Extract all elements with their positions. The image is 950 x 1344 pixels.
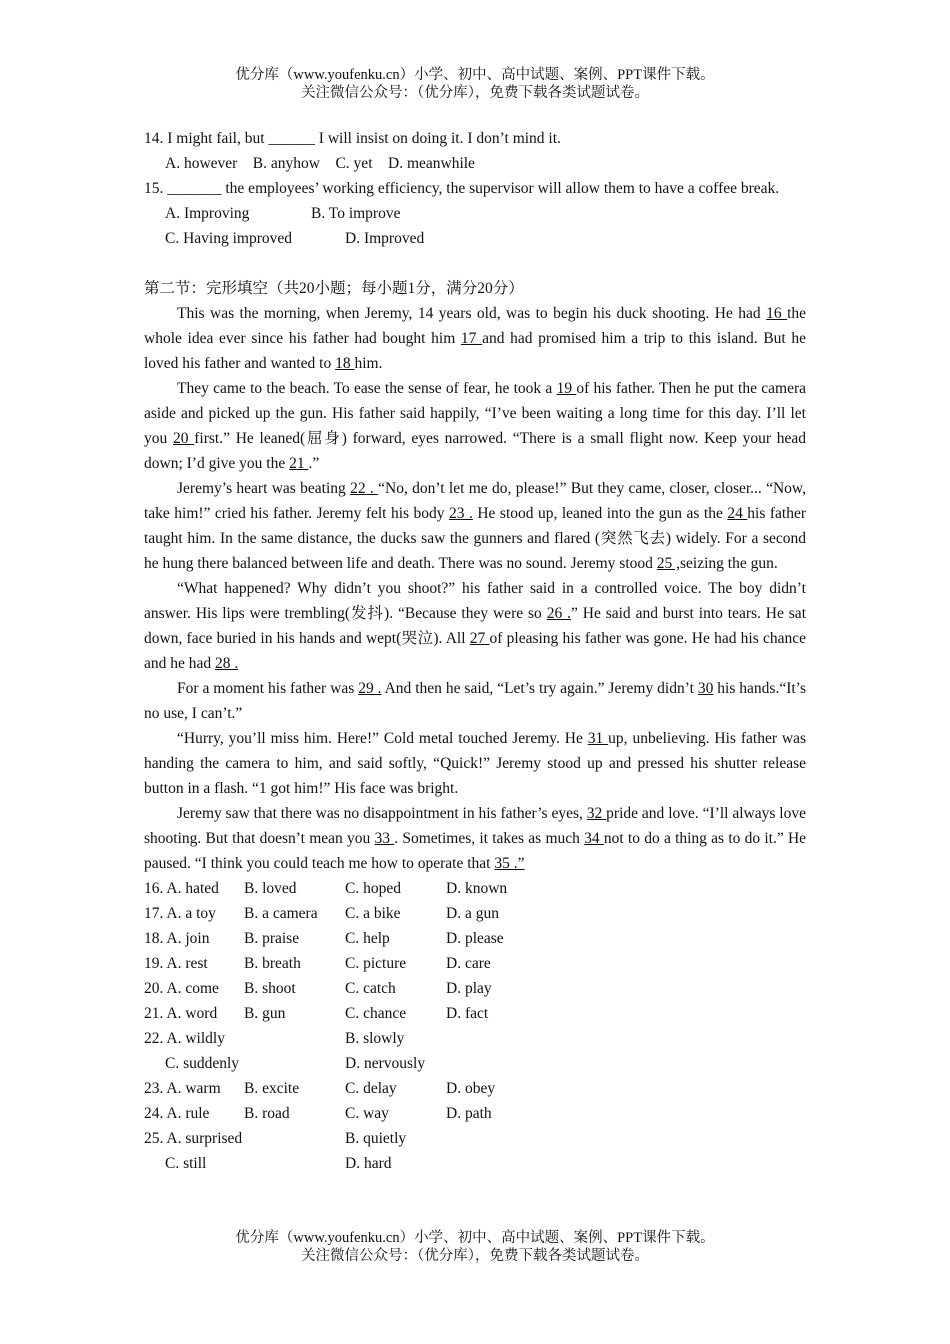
choice-option: C. a bike <box>345 905 401 922</box>
choice-option: B. praise <box>244 930 300 947</box>
header-line-1: 优分库（www.youfenku.cn）小学、初中、高中试题、案例、PPT课件下载。 <box>235 67 715 83</box>
choice-option: D. care <box>446 955 491 972</box>
blank-19: 19 <box>556 380 577 397</box>
choice-row <box>144 876 806 901</box>
choice-option: 18. A. join <box>144 930 210 947</box>
blank-17: 17 <box>460 330 483 347</box>
choice-option: B. breath <box>244 955 301 972</box>
choice-25-d: D. hard <box>345 1155 392 1172</box>
blank-22: 22 . <box>350 480 379 497</box>
choice-option: B. road <box>244 1105 290 1122</box>
choice-25-a: 25. A. surprised <box>144 1130 243 1147</box>
footer-line-1: 优分库（www.youfenku.cn）小学、初中、高中试题、案例、PPT课件下载。 <box>235 1230 715 1246</box>
question-14-stem: 14. I might fail, but ______ I will insist on doing it. I don’t mind it. <box>144 130 561 147</box>
choice-option: C. help <box>345 930 390 947</box>
choice-25-b: B. quietly <box>345 1130 407 1147</box>
choice-option: C. chance <box>345 1005 407 1022</box>
choice-option: B. excite <box>244 1080 300 1097</box>
choice-option: 20. A. come <box>144 980 219 997</box>
choice-25-c: C. still <box>165 1155 207 1172</box>
passage-paragraph-7: Jeremy saw that there was no disappointment in his father’s eyes, 32 pride and love. “I’ll always love shooting. But that doesn’t mean you 33 . Sometimes, it takes as much 34 not to do a thing as to do it.” He paused. “I think you could teach me how to operate that 35 .” <box>144 805 807 872</box>
passage-paragraph-4: “What happened? Why didn’t you shoot?” his father said in a controlled voice. The boy didn’t answer. His lips were trembling(发抖). “Because they were so 26 .” He said and burst into tears. He sat down, face buried in his hands and wept(哭泣). All 27 of pleasing his father was gone. He had his chance and he had 28 . <box>144 580 807 672</box>
q15-option-b: B. To improve <box>311 205 401 222</box>
choice-option: D. a gun <box>446 905 499 922</box>
answer-choices <box>144 876 806 1026</box>
choice-option: 23. A. warm <box>144 1080 221 1097</box>
choice-row <box>144 926 806 951</box>
choice-option: C. delay <box>345 1080 397 1097</box>
choice-22-a: 22. A. wildly <box>144 1030 225 1047</box>
blank-26: 26 . <box>546 605 571 622</box>
blank-20: 20 <box>173 430 195 447</box>
page-footer <box>0 1229 950 1265</box>
header-line-2: 关注微信公众号：（优分库），免费下载各类试题试卷。 <box>301 85 649 101</box>
blank-35: 35 .” <box>494 855 525 872</box>
blank-30: 30 <box>697 680 714 697</box>
blank-29: 29 . <box>358 680 382 697</box>
passage-paragraph-1: This was the morning, when Jeremy, 14 years old, was to begin his duck shooting. He had 16 the whole idea ever since his father had bought him 17 and had promised him a trip to this island. But he loved his father and wanted to 18 him. <box>144 305 807 372</box>
choice-option: C. picture <box>345 955 407 972</box>
choice-option: D. please <box>446 930 504 947</box>
blank-16: 16 <box>766 305 788 322</box>
choice-22-d: D. nervously <box>345 1055 426 1072</box>
passage-paragraph-6: “Hurry, you’ll miss him. Here!” Cold metal touched Jeremy. He 31 up, unbelieving. His father was handing the camera to him, and said softly, “Quick!” Jeremy stood up and pressed his shutter release button in a flash. “1 got him!” His face was bright. <box>144 730 806 797</box>
choice-option: C. way <box>345 1105 389 1122</box>
blank-28: 28 . <box>215 655 239 672</box>
choice-row-25a <box>144 1126 806 1151</box>
passage-paragraph-3: Jeremy’s heart was beating 22 . “No, don’t let me do, please!” But they came, closer, closer... “Now, take him!” cried his father. Jeremy felt his body 23 . He stood up, leaned into the gun as the 24 his father taught him. In the same distance, the ducks saw the gunners and flared (突然飞去) widely. For a second he hung there balanced between life and death. There was no sound. Jeremy stood 25 ,seizing the gun. <box>144 480 807 572</box>
choice-row-25b <box>144 1151 806 1176</box>
question-15-options-row-1 <box>144 201 806 226</box>
choice-option: B. shoot <box>244 980 296 997</box>
choice-row <box>144 951 806 976</box>
answer-choices-2 <box>144 1076 806 1126</box>
choice-row <box>144 1101 806 1126</box>
blank-33: 33 <box>374 830 395 847</box>
blank-32: 32 <box>586 805 607 822</box>
blank-31: 31 <box>587 730 609 747</box>
choice-option: D. play <box>446 980 492 997</box>
question-15-stem: 15. _______ the employees’ working efficiency, the supervisor will allow them to have a coffee break. <box>144 180 780 197</box>
choice-option: C. catch <box>345 980 396 997</box>
blank-24: 24 <box>727 505 748 522</box>
blank-18: 18 <box>335 355 355 372</box>
question-14-options: A. however B. anyhow C. yet D. meanwhile <box>165 155 475 172</box>
blank-23: 23 . <box>449 505 473 522</box>
choice-row <box>144 976 806 1001</box>
blank-27: 27 <box>469 630 490 647</box>
choice-option: 19. A. rest <box>144 955 208 972</box>
q15-option-c: C. Having improved <box>165 230 292 247</box>
choice-option: 17. A. a toy <box>144 905 216 922</box>
choice-option: C. hoped <box>345 880 401 897</box>
exam-content <box>144 126 806 1176</box>
choice-row <box>144 1076 806 1101</box>
choice-option: D. obey <box>446 1080 496 1097</box>
footer-line-2: 关注微信公众号：（优分库），免费下载各类试题试卷。 <box>301 1248 649 1264</box>
choice-22-b: B. slowly <box>345 1030 405 1047</box>
choice-option: B. a camera <box>244 905 318 922</box>
choice-option: 24. A. rule <box>144 1105 210 1122</box>
page-header <box>0 66 950 102</box>
choice-row <box>144 901 806 926</box>
choice-option: B. loved <box>244 880 297 897</box>
q15-option-d: D. Improved <box>345 230 425 247</box>
blank-25: 25 , <box>656 555 681 572</box>
choice-option: 21. A. word <box>144 1005 218 1022</box>
blank-21: 21 <box>289 455 309 472</box>
choice-option: 16. A. hated <box>144 880 219 897</box>
choice-option: B. gun <box>244 1005 286 1022</box>
choice-row-22a <box>144 1026 806 1051</box>
choice-22-c: C. suddenly <box>165 1055 240 1072</box>
q15-option-a: A. Improving <box>165 205 250 222</box>
choice-option: D. known <box>446 880 508 897</box>
section-2-title: 第二节：完形填空（共20小题；每小题1分，满分20分） <box>144 280 524 297</box>
choice-option: D. fact <box>446 1005 489 1022</box>
passage-paragraph-2: They came to the beach. To ease the sense of fear, he took a 19 of his father. Then he put the camera aside and picked up the gun. His father said happily, “I’ve been waiting a long time for this day. I’ll let you 20 first.” He leaned(屈身) forward, eyes narrowed. “There is a small flight now. Keep your head down; I’d give you the 21 .” <box>144 380 807 472</box>
passage-paragraph-5: For a moment his father was 29 . And then he said, “Let’s try again.” Jeremy didn’t 30 his hands.“It’s no use, I can’t.” <box>144 680 807 722</box>
choice-row <box>144 1001 806 1026</box>
question-15-options-row-2 <box>144 226 806 251</box>
choice-row-22b <box>144 1051 806 1076</box>
choice-option: D. path <box>446 1105 492 1122</box>
blank-34: 34 <box>584 830 604 847</box>
